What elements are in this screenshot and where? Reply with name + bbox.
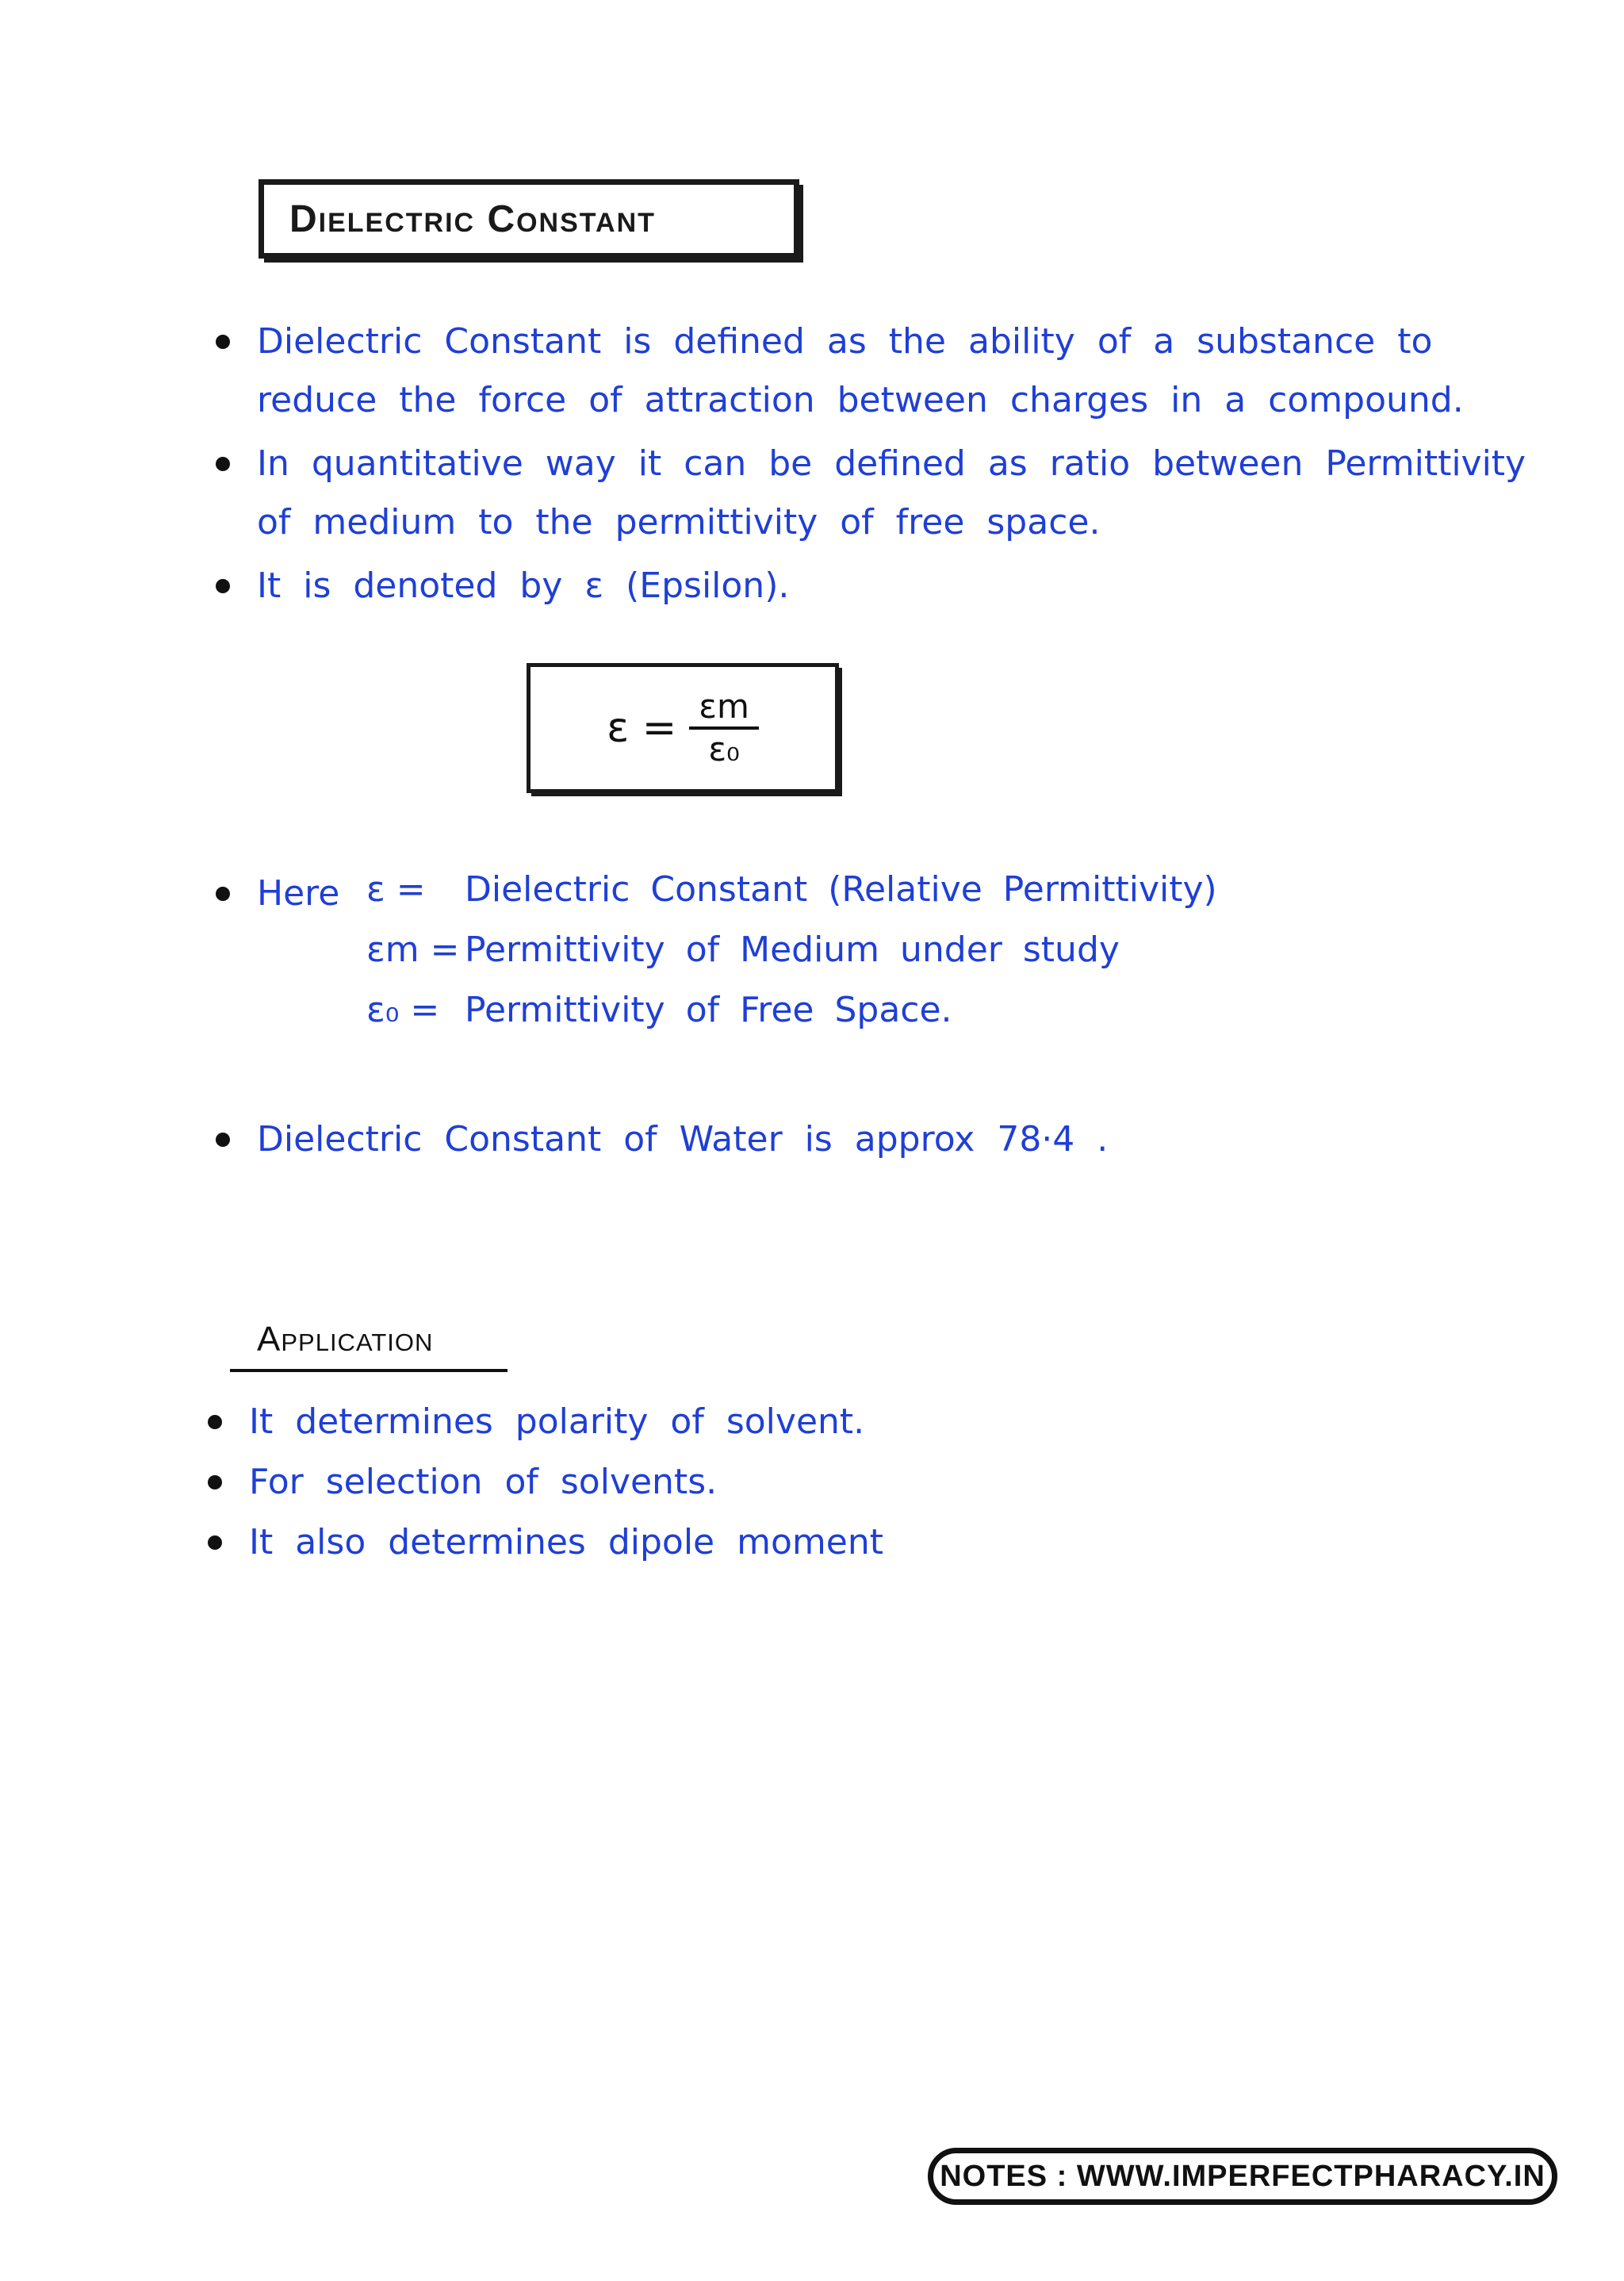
definition-symbol: εm = xyxy=(366,930,460,970)
text-line: reduce the force of attraction between charges in a compound. xyxy=(257,380,1464,420)
text-line: of medium to the permittivity of free space. xyxy=(257,502,1101,542)
page-title: Dielectric Constant xyxy=(259,179,799,259)
bullet-dot-icon xyxy=(208,1535,222,1550)
bullet-text: Dielectric Constant of Water is approx 78·4 . xyxy=(257,1119,1109,1160)
section-heading-application: Application xyxy=(257,1320,434,1359)
footer-notes-link: NOTES : WWW.IMPERFECTPHARACY.IN xyxy=(928,2148,1557,2205)
definition-text: Dielectric Constant (Relative Permittivity) xyxy=(465,869,1217,910)
application-item-text: It determines polarity of solvent. xyxy=(249,1401,865,1442)
application-item-text: It also determines dipole moment xyxy=(249,1522,883,1562)
definition-symbol: ε = xyxy=(366,869,426,910)
bullet-dot-icon xyxy=(216,335,230,349)
bullet-dot-icon xyxy=(216,887,230,901)
definition-row-epsilon xyxy=(366,869,1217,910)
text-line: Dielectric Constant is defined as the ability of a substance to xyxy=(257,321,1433,362)
bullet-dot-icon xyxy=(208,1415,222,1429)
bullet-definition xyxy=(216,312,1464,430)
definition-row-epsilon-m xyxy=(366,930,1120,970)
bullet-dot-icon xyxy=(216,1133,230,1147)
definition-text: Permittivity of Medium under study xyxy=(465,930,1120,970)
formula-fraction xyxy=(689,687,759,769)
bullet-water xyxy=(216,1110,1108,1169)
text-line: In quantitative way it can be defined as ratio between Permittivity xyxy=(257,443,1526,484)
bullet-denoted xyxy=(216,557,789,615)
bullet-quantitative xyxy=(216,435,1526,552)
bullet-text xyxy=(257,312,1464,430)
section-underline xyxy=(230,1369,508,1372)
application-item-text: For selection of solvents. xyxy=(249,1462,718,1502)
bullet-text xyxy=(257,557,789,615)
formula-lhs: ε = xyxy=(607,704,677,752)
text-line: It is denoted by ε (Epsilon). xyxy=(257,565,790,606)
definition-text: Permittivity of Free Space. xyxy=(465,990,952,1030)
application-item xyxy=(208,1393,864,1451)
bullet-dot-icon xyxy=(216,457,230,471)
bullet-text xyxy=(257,435,1526,552)
application-item xyxy=(208,1453,717,1512)
formula-denominator: ε₀ xyxy=(708,730,740,769)
application-item xyxy=(208,1513,883,1572)
bullet-dot-icon xyxy=(216,579,230,593)
definition-symbol: ε₀ = xyxy=(366,990,440,1030)
formula-box xyxy=(527,663,839,793)
definition-row-epsilon-0 xyxy=(366,990,952,1030)
bullet-definitions xyxy=(216,864,339,923)
formula-numerator: εm xyxy=(699,687,749,726)
bullet-dot-icon xyxy=(208,1475,222,1489)
definitions-lead: Here xyxy=(257,873,340,914)
